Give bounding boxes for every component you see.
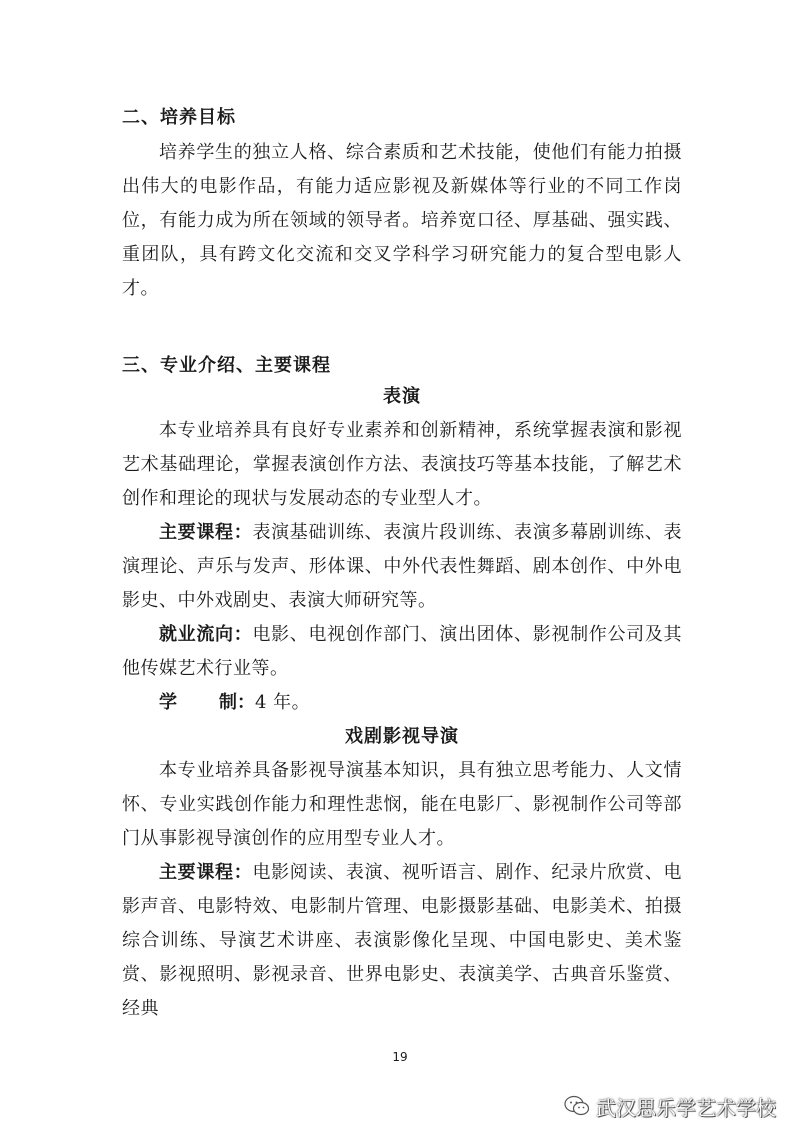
acting-courses-paragraph <box>122 516 682 618</box>
major-title-acting: 表演 <box>383 386 421 407</box>
acting-study-paragraph <box>122 686 682 720</box>
directing-courses-text: 电影阅读、表演、视听语言、剧作、纪录片欣赏、电影声音、电影特效、电影制片管理、电影摄影基础、电影美术、拍摄综合训练、导演艺术讲座、表演影像化呈现、中国电影史、美术鉴赏、影视照明、影视录音、世界电影史、表演美学、古典音乐鉴赏、经典 <box>122 862 683 1019</box>
acting-intro-paragraph: 本专业培养具有良好专业素养和创新精神，系统掌握表演和影视艺术基础理论，掌握表演创作方法、表演技巧等基本技能，了解艺术创作和理论的现状与发展动态的专业型人才。 <box>122 420 682 509</box>
acting-courses-text: 表演基础训练、表演片段训练、表演多幕剧训练、表演理论、声乐与发声、形体课、中外代表性舞蹈、剧本创作、中外电影史、中外戏剧史、表演大师研究等。 <box>122 522 683 611</box>
wechat-icon <box>564 1095 590 1117</box>
acting-career-paragraph <box>122 618 682 686</box>
page-number: 19 <box>392 1050 408 1064</box>
major-title-directing: 戏剧影视导演 <box>345 726 459 747</box>
acting-career-text: 电影、电视创作部门、演出团体、影视制作公司及其他传媒艺术行业等。 <box>122 624 683 679</box>
document-page <box>122 104 682 1026</box>
section-title-majors-courses: 三、专业介绍、主要课程 <box>122 355 331 376</box>
directing-courses-paragraph <box>122 856 682 1026</box>
training-goals-paragraph: 培养学生的独立人格、综合素质和艺术技能，使他们有能力拍摄出伟大的电影作品，有能力适应影视及新媒体等行业的不同工作岗位，有能力成为所在领域的领导者。培养宽口径、厚基础、强实践、重团队，具有跨文化交流和交叉学科学习研究能力的复合型电影人才。 <box>122 142 682 299</box>
study-length-label: 学 制： <box>159 692 255 713</box>
section-title-training-goals: 二、培养目标 <box>122 107 236 128</box>
directing-intro-paragraph: 本专业培养具备影视导演基本知识，具有独立思考能力、人文情怀、专业实践创作能力和理性悲悯，能在电影厂、影视制作公司等部门从事影视导演创作的应用型专业人才。 <box>122 760 682 849</box>
acting-study-text: 4 年。 <box>255 692 311 713</box>
courses-label: 主要课程： <box>159 522 253 543</box>
courses-label: 主要课程： <box>159 862 253 883</box>
career-label: 就业流向： <box>159 624 253 645</box>
watermark-text: 武汉思乐学艺术学校 <box>596 1095 776 1120</box>
wechat-watermark <box>564 1090 776 1122</box>
